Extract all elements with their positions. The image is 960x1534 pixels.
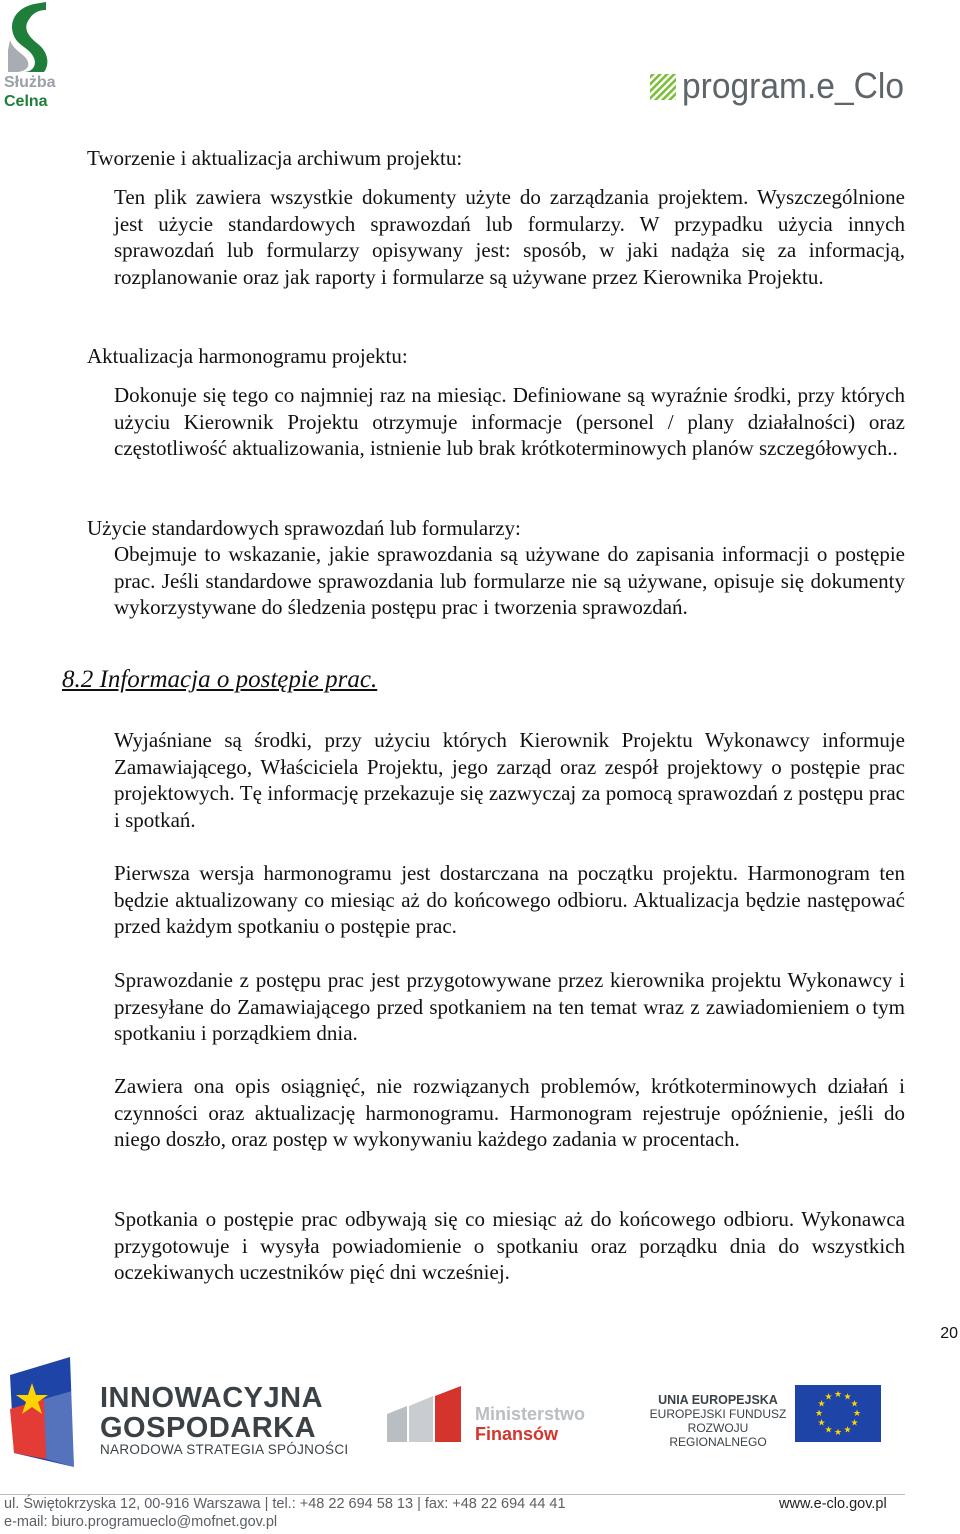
ministerstwo-finansow-logo-icon xyxy=(387,1384,473,1444)
footer-address: ul. Świętokrzyska 12, 00-916 Warszawa | tel.: +48 22 694 58 13 | fax: +48 22 694 44 41 xyxy=(4,1496,566,1512)
eu-fund-line2: EUROPEJSKI FUNDUSZ xyxy=(649,1407,787,1421)
svg-text:★: ★ xyxy=(817,1418,826,1429)
paragraph-project-archive: Ten plik zawiera wszystkie dokumenty użyte do zarządzania projektem. Wyszczególnione jest użycie standardowych sprawozdań lub formularzy. W przypadku użycia innych sprawozdań lub formularzy opisywany jest: sposób, w jaki nadąża się za informacją, rozplanowanie oraz jak raporty i formularze są używane przez Kierownika Projektu. xyxy=(114,185,905,289)
ministerstwo-finansow-line2: Finansów xyxy=(475,1424,559,1444)
eu-flag-icon xyxy=(795,1385,881,1442)
subheading-schedule-update: Aktualizacja harmonogramu projektu: xyxy=(87,344,408,368)
sluzba-celna-logo-line1: Służba xyxy=(4,74,56,91)
eu-fund-line1: UNIA EUROPEJSKA xyxy=(658,1393,778,1407)
section-title: 8.2 Informacja o postępie prac. xyxy=(62,666,378,693)
svg-text:★: ★ xyxy=(824,1392,833,1403)
subheading-standard-reports: Użycie standardowych sprawozdań lub formularzy: xyxy=(87,516,521,540)
svg-text:★: ★ xyxy=(817,1399,826,1410)
svg-text:★: ★ xyxy=(852,1409,862,1419)
program-e-clo-logo-icon xyxy=(648,42,908,108)
svg-text:★: ★ xyxy=(833,1428,843,1438)
svg-text:★: ★ xyxy=(850,1399,859,1410)
ministerstwo-finansow-line1: Ministerstwo xyxy=(475,1404,586,1424)
page-number: 20 xyxy=(940,1325,958,1342)
footer-divider xyxy=(0,1494,905,1495)
svg-text:★: ★ xyxy=(843,1392,852,1403)
program-e-clo-logo-text: program.e_Clo xyxy=(682,65,904,106)
innowacyjna-gospodarka-line2: GOSPODARKA xyxy=(100,1412,317,1444)
svg-text:★: ★ xyxy=(850,1418,859,1429)
sluzba-celna-logo-line2: Celna xyxy=(4,93,48,110)
paragraph-first-schedule: Pierwsza wersja harmonogramu jest dostarczana na początku projektu. Harmonogram ten będzie aktualizowany co miesiąc aż do końcowego odbioru. Aktualizacja będzie następować przed każdym spotkaniu o postępie prac. xyxy=(114,861,905,939)
paragraph-progress-report: Sprawozdanie z postępu prac jest przygotowywane przez kierownika projektu Wykonawcy i przesyłane do Zamawiającego przed spotkaniem na ten temat wraz z zawiadomieniem o tym spotkaniu i porządkiem dnia. xyxy=(114,968,905,1046)
subheading-project-archive: Tworzenie i aktualizacja archiwum projektu: xyxy=(87,146,463,170)
footer-email-link[interactable]: e-mail: biuro.programueclo@mofnet.gov.pl xyxy=(4,1514,278,1530)
paragraph-standard-reports: Obejmuje to wskazanie, jakie sprawozdania są używane do zapisania informacji o postępie prac. Jeśli standardowe sprawozdania lub formularze nie są używane, opisuje się dokumenty wykorzystywane do śledzenia postępu prac i tworzenia sprawozdań. xyxy=(114,542,905,620)
svg-text:★: ★ xyxy=(814,1409,824,1419)
innowacyjna-gospodarka-line1: INNOWACYJNA xyxy=(100,1382,324,1414)
innowacyjna-gospodarka-flag-icon xyxy=(4,1355,74,1469)
paragraph-progress-meetings: Spotkania o postępie prac odbywają się co miesiąc aż do końcowego odbioru. Wykonawca przygotowuje i wysyła powiadomienie o spotkaniu oraz porządku dnia do wszystkich oczekiwanych uczestników pięć dni wcześniej. xyxy=(114,1207,905,1285)
paragraph-progress-info: Wyjaśniane są środki, przy użyciu których Kierownik Projektu Wykonawcy informuje Zamawiającego, Właściciela Projektu, jego zarząd oraz zespół projektowy o postępie prac projektowych. Tę informację przekazuje się zazwyczaj za pomocą sprawozdań z postępu prac i spotkań. xyxy=(114,728,905,832)
svg-text:★: ★ xyxy=(824,1425,833,1436)
paragraph-report-contents: Zawiera ona opis osiągnięć, nie rozwiązanych problemów, krótkoterminowych działań i czynności oraz aktualizację harmonogramu. Harmonogram rejestruje opóźnienie, jeśli do niego doszło, oraz postęp w wykonywaniu każdego zadania w procentach. xyxy=(114,1074,905,1152)
footer-website-link[interactable]: www.e-clo.gov.pl xyxy=(779,1496,887,1512)
eu-fund-line3: ROZWOJU REGIONALNEGO xyxy=(669,1421,767,1449)
innowacyjna-gospodarka-line3: NARODOWA STRATEGIA SPÓJNOŚCI xyxy=(100,1442,349,1457)
svg-text:★: ★ xyxy=(843,1425,852,1436)
paragraph-schedule-update: Dokonuje się tego co najmniej raz na miesiąc. Definiowane są wyraźnie środki, przy których użyciu Kierownik Projektu otrzymuje informacje (personel / plany działalności) oraz częstotliwość aktualizowania, istnienie lub brak krótkoterminowych planów szczegółowych.. xyxy=(114,383,905,461)
svg-text:★: ★ xyxy=(833,1390,843,1400)
